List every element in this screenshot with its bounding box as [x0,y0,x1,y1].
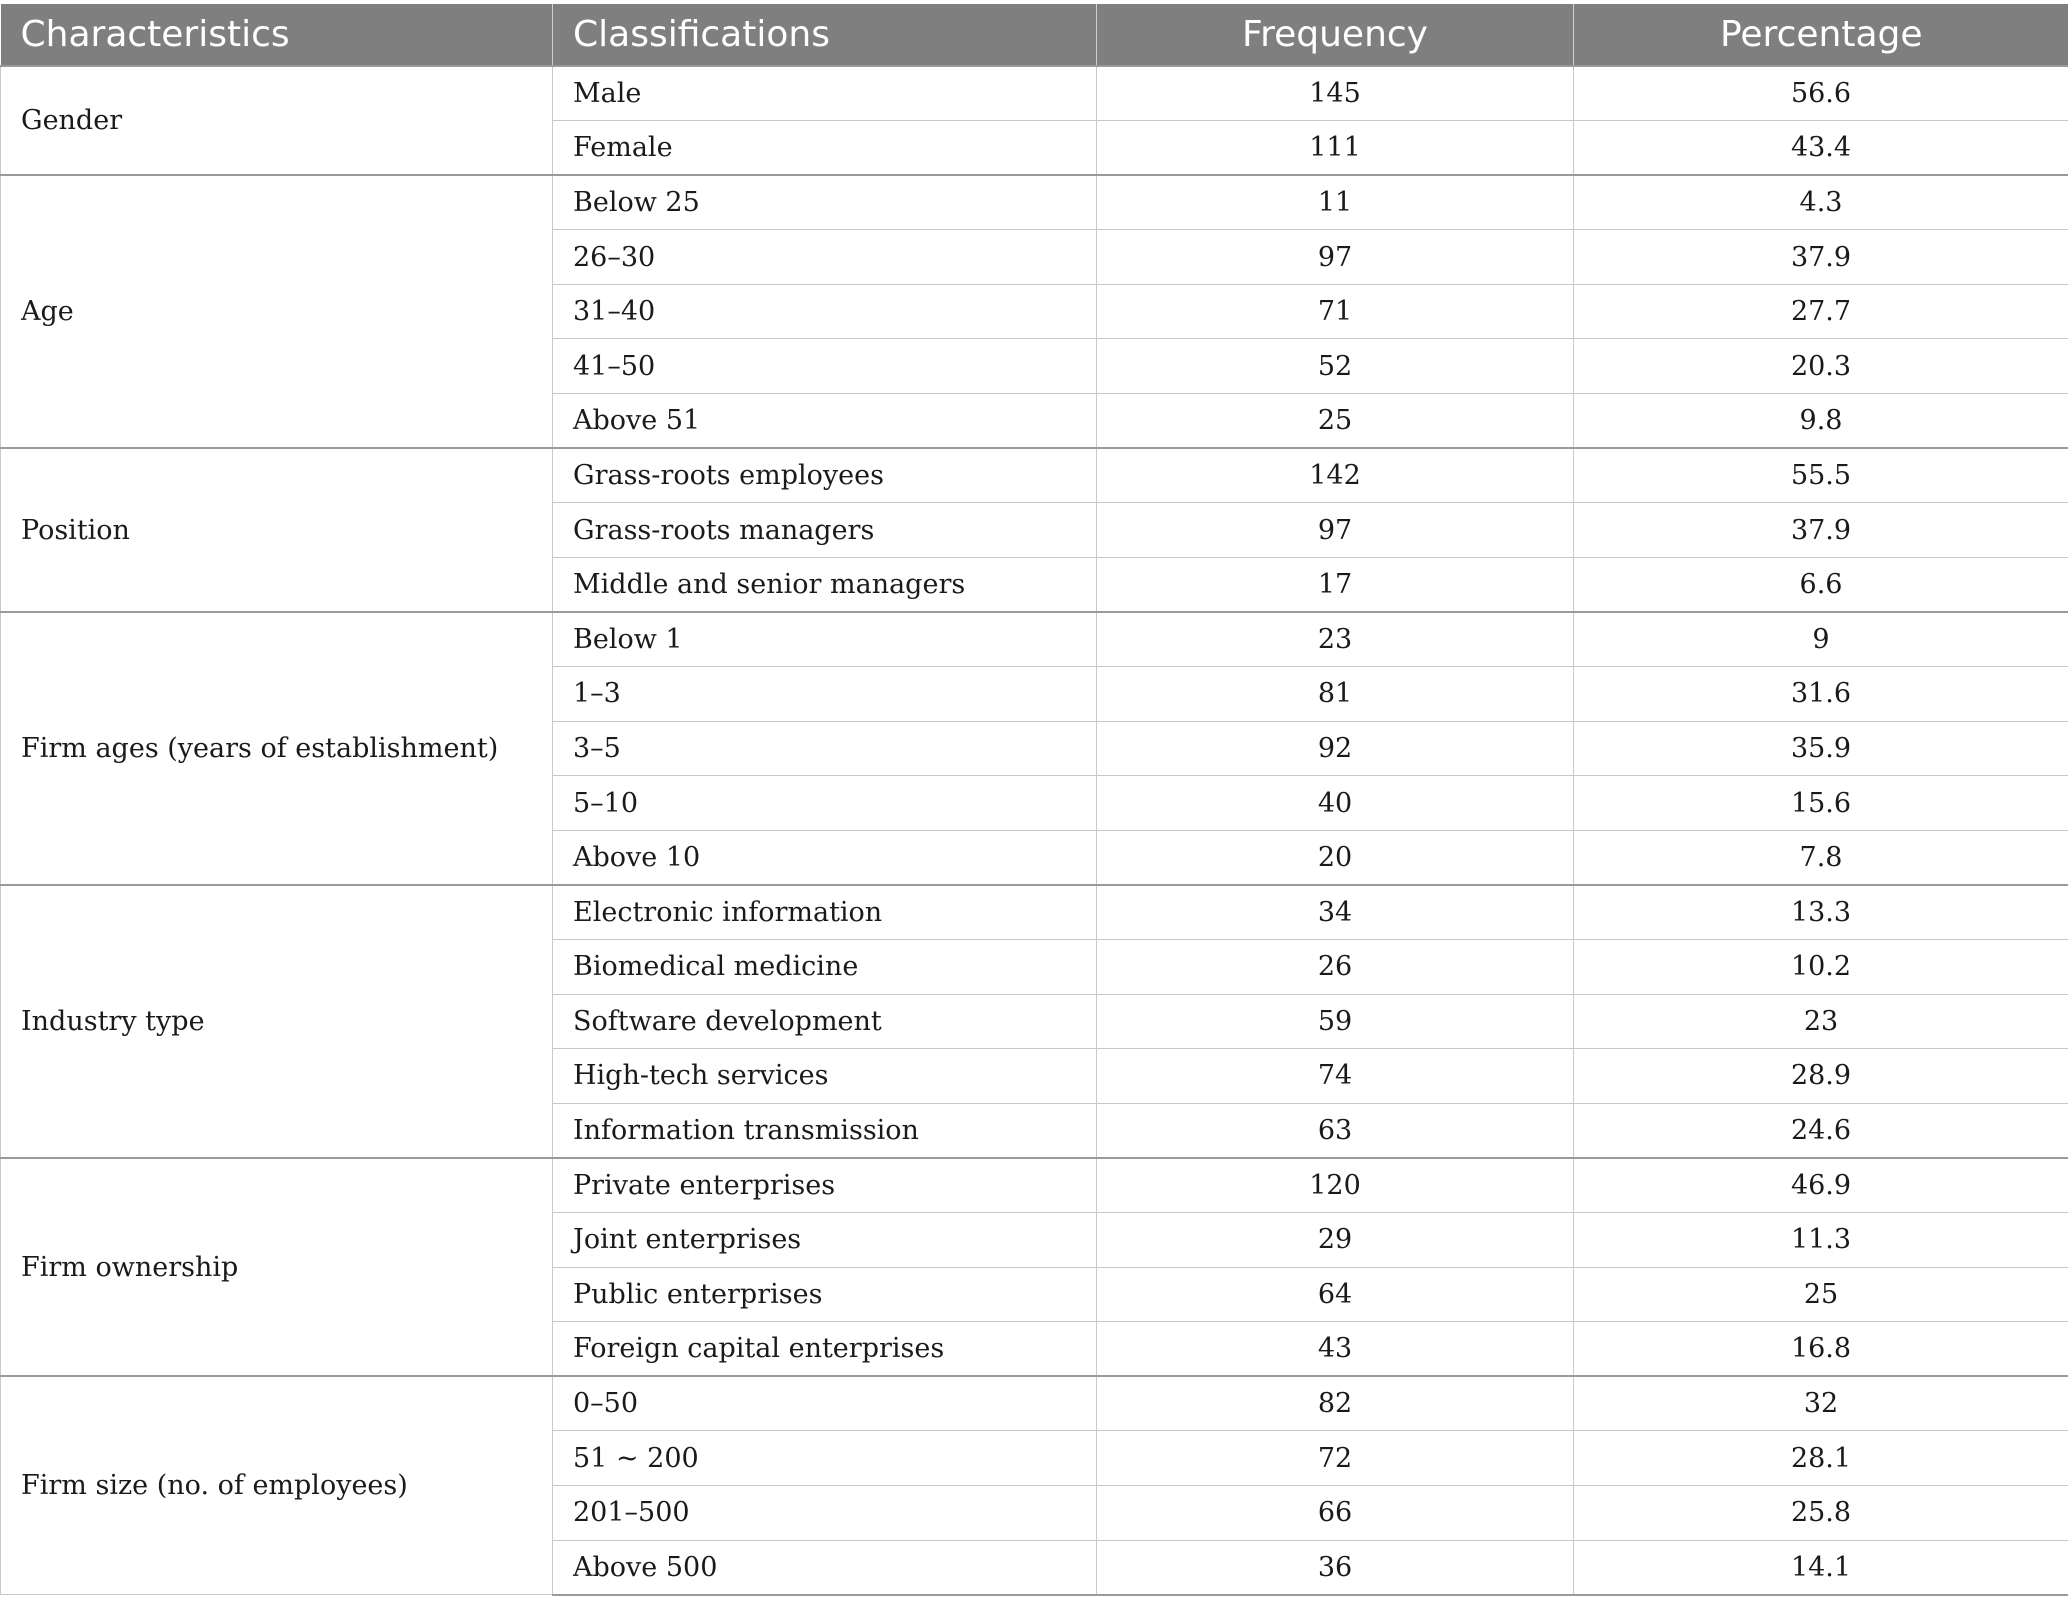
frequency-cell: 74 [1097,1049,1574,1104]
table-row [1,612,2068,667]
percentage-cell: 6.6 [1574,557,2068,612]
percentage-cell: 56.6 [1574,66,2068,121]
percentage-cell: 28.9 [1574,1049,2068,1104]
classification-cell: Software development [553,994,1097,1049]
classification-cell: Male [553,66,1097,121]
header-characteristics: Characteristics [1,4,553,66]
percentage-cell: 32 [1574,1376,2068,1431]
demographics-table-container [0,4,2068,1596]
classification-cell: 41–50 [553,339,1097,394]
classification-cell: Grass-roots managers [553,503,1097,558]
frequency-cell: 17 [1097,557,1574,612]
frequency-cell: 82 [1097,1376,1574,1431]
table-header [1,4,2068,66]
frequency-cell: 142 [1097,448,1574,503]
frequency-cell: 81 [1097,667,1574,722]
classification-cell: Joint enterprises [553,1212,1097,1267]
percentage-cell: 7.8 [1574,830,2068,885]
classification-cell: 26–30 [553,230,1097,285]
classification-cell: 5–10 [553,776,1097,831]
classification-cell: 0–50 [553,1376,1097,1431]
frequency-cell: 64 [1097,1267,1574,1322]
percentage-cell: 14.1 [1574,1540,2068,1595]
frequency-cell: 11 [1097,175,1574,230]
classification-cell: Grass-roots employees [553,448,1097,503]
demographics-table [0,4,2068,1596]
percentage-cell: 55.5 [1574,448,2068,503]
percentage-cell: 23 [1574,994,2068,1049]
characteristic-cell: Industry type [1,885,553,1158]
classification-cell: Above 51 [553,394,1097,449]
frequency-cell: 97 [1097,230,1574,285]
characteristic-cell: Firm ages (years of establishment) [1,612,553,885]
frequency-cell: 40 [1097,776,1574,831]
frequency-cell: 71 [1097,284,1574,339]
percentage-cell: 27.7 [1574,284,2068,339]
percentage-cell: 24.6 [1574,1103,2068,1158]
frequency-cell: 92 [1097,721,1574,776]
table-row [1,1376,2068,1431]
percentage-cell: 31.6 [1574,667,2068,722]
percentage-cell: 46.9 [1574,1158,2068,1213]
table-row [1,885,2068,940]
classification-cell: 31–40 [553,284,1097,339]
classification-cell: High-tech services [553,1049,1097,1104]
percentage-cell: 9 [1574,612,2068,667]
frequency-cell: 52 [1097,339,1574,394]
table-body [1,66,2068,1595]
frequency-cell: 63 [1097,1103,1574,1158]
header-classifications: Classifications [553,4,1097,66]
classification-cell: Below 25 [553,175,1097,230]
classification-cell: 3–5 [553,721,1097,776]
classification-cell: Above 500 [553,1540,1097,1595]
classification-cell: Public enterprises [553,1267,1097,1322]
frequency-cell: 59 [1097,994,1574,1049]
classification-cell: Biomedical medicine [553,940,1097,995]
header-row [1,4,2068,66]
header-percentage: Percentage [1574,4,2068,66]
table-row [1,448,2068,503]
percentage-cell: 25.8 [1574,1485,2068,1540]
characteristic-cell: Gender [1,66,553,175]
percentage-cell: 28.1 [1574,1431,2068,1486]
percentage-cell: 25 [1574,1267,2068,1322]
classification-cell: Middle and senior managers [553,557,1097,612]
frequency-cell: 23 [1097,612,1574,667]
classification-cell: Electronic information [553,885,1097,940]
classification-cell: Female [553,121,1097,176]
characteristic-cell: Firm ownership [1,1158,553,1376]
classification-cell: Information transmission [553,1103,1097,1158]
percentage-cell: 4.3 [1574,175,2068,230]
percentage-cell: 20.3 [1574,339,2068,394]
frequency-cell: 120 [1097,1158,1574,1213]
classification-cell: Below 1 [553,612,1097,667]
percentage-cell: 37.9 [1574,503,2068,558]
frequency-cell: 25 [1097,394,1574,449]
characteristic-cell: Age [1,175,553,448]
table-row [1,175,2068,230]
classification-cell: 1–3 [553,667,1097,722]
frequency-cell: 111 [1097,121,1574,176]
frequency-cell: 97 [1097,503,1574,558]
frequency-cell: 145 [1097,66,1574,121]
frequency-cell: 72 [1097,1431,1574,1486]
frequency-cell: 36 [1097,1540,1574,1595]
table-row [1,66,2068,121]
frequency-cell: 26 [1097,940,1574,995]
frequency-cell: 29 [1097,1212,1574,1267]
percentage-cell: 43.4 [1574,121,2068,176]
classification-cell: 201–500 [553,1485,1097,1540]
percentage-cell: 11.3 [1574,1212,2068,1267]
percentage-cell: 16.8 [1574,1322,2068,1377]
frequency-cell: 66 [1097,1485,1574,1540]
percentage-cell: 13.3 [1574,885,2068,940]
percentage-cell: 9.8 [1574,394,2068,449]
classification-cell: Foreign capital enterprises [553,1322,1097,1377]
percentage-cell: 10.2 [1574,940,2068,995]
percentage-cell: 15.6 [1574,776,2068,831]
characteristic-cell: Position [1,448,553,612]
classification-cell: Private enterprises [553,1158,1097,1213]
frequency-cell: 34 [1097,885,1574,940]
classification-cell: 51 ~ 200 [553,1431,1097,1486]
percentage-cell: 35.9 [1574,721,2068,776]
table-row [1,1158,2068,1213]
header-frequency: Frequency [1097,4,1574,66]
characteristic-cell: Firm size (no. of employees) [1,1376,553,1594]
frequency-cell: 20 [1097,830,1574,885]
percentage-cell: 37.9 [1574,230,2068,285]
classification-cell: Above 10 [553,830,1097,885]
frequency-cell: 43 [1097,1322,1574,1377]
